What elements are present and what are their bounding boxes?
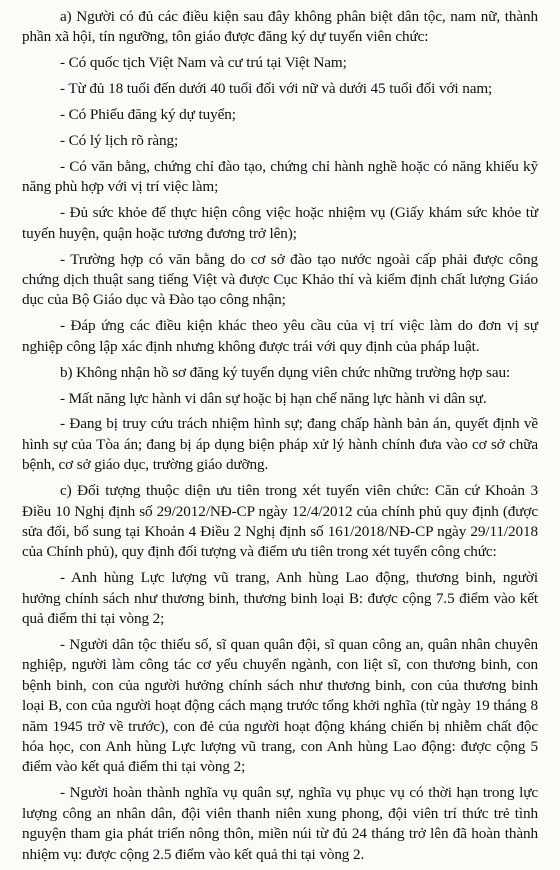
list-item: - Người hoàn thành nghĩa vụ quân sự, nghĩa vụ phục vụ có thời hạn trong lực lượng công an nhân dân, đội viên thanh niên xung phong, đội viên trí thức trẻ tình nguyện tham gia phát triển nông thôn, miền núi từ đủ 24 tháng trở lên đã hoàn thành nhiệm vụ: được cộng 2.5 điểm vào kết quả thi tại vòng 2. [22,784,538,863]
list-item: - Trường hợp có văn bằng do cơ sở đào tạo nước ngoài cấp phải được công chứng dịch thuật sang tiếng Việt và được Cục Khảo thí và kiểm định chất lượng Giáo dục của Bộ Giáo dục và Đào tạo công nhận; [22,250,538,309]
list-item: - Đáp ứng các điều kiện khác theo yêu cầu của vị trí việc làm do đơn vị sự nghiệp công lập xác định nhưng không được trái với quy định của pháp luật. [22,317,538,355]
list-item: - Có văn bằng, chứng chỉ đào tạo, chứng chỉ hành nghề hoặc có năng khiếu kỹ năng phù hợp với vị trí việc làm; [22,157,538,196]
list-item: - Có quốc tịch Việt Nam và cư trú tại Việt Nam; [60,54,347,72]
list-item: - Đang bị truy cứu trách nhiệm hình sự; đang chấp hành bản án, quyết định về hình sự của Tòa án; đang bị áp dụng biện pháp xử lý hành chính đưa vào cơ sở chữa bệnh, cơ sở giáo dục, trường giáo dưỡng. [22,415,538,474]
list-item: - Anh hùng Lực lượng vũ trang, Anh hùng Lao động, thương binh, người hưởng chính sách như thương binh, thương binh loại B: được cộng 7.5 điểm vào kết quả điểm thi tại vòng 2; [22,569,538,628]
paragraph-b-exclusions: b) Không nhận hồ sơ đăng ký tuyển dụng viên chức những trường hợp sau: [60,363,511,381]
list-item: - Có lý lịch rõ ràng; [60,132,179,150]
paragraph-a-eligibility: a) Người có đủ các điều kiện sau đây không phân biệt dân tộc, nam nữ, thành phần xã hội, tín ngưỡng, tôn giáo được đăng ký dự tuyển viên chức: [22,8,538,46]
list-item: - Đủ sức khỏe để thực hiện công việc hoặc nhiệm vụ (Giấy khám sức khỏe từ tuyến huyện, quận hoặc tương đương trở lên); [22,204,538,242]
list-item: - Người dân tộc thiểu số, sĩ quan quân đội, sĩ quan công an, quân nhân chuyên nghiệp, người làm công tác cơ yếu chuyển ngành, con liệt sĩ, con thương binh, con bệnh binh, con của người hưởng chính sách như thương binh, con của thương binh loại B, con của người hoạt động cách mạng trước tổng khởi nghĩa (từ ngày 19 tháng 8 năm 1945 trở về trước), con đẻ của người hoạt động kháng chiến bị nhiễm chất độc hóa học, con Anh hùng Lực lượng vũ trang, con Anh hùng Lao động: được cộng 5 điểm vào kết quả điểm thi tại vòng 2; [22,635,538,776]
list-item: - Mất năng lực hành vi dân sự hoặc bị hạn chế năng lực hành vi dân sự. [60,389,487,407]
paragraph-c-priority: c) Đối tượng thuộc diện ưu tiên trong xét tuyển viên chức: Căn cứ Khoản 3 Điều 10 Nghị định số 29/2012/NĐ-CP ngày 12/4/2012 của chính phủ quy định (được sửa đổi, bổ sung tại Khoản 4 Điều 2 Nghị định số 161/2018/NĐ-CP ngày 29/11/2018 của Chính phủ), quy định đối tượng và điểm ưu tiên trong xét tuyển công chức: [22,482,538,561]
list-item: - Có Phiếu đăng ký dự tuyển; [60,106,236,124]
list-item: - Từ đủ 18 tuổi đến dưới 40 tuổi đối với nữ và dưới 45 tuổi đối với nam; [60,80,493,98]
